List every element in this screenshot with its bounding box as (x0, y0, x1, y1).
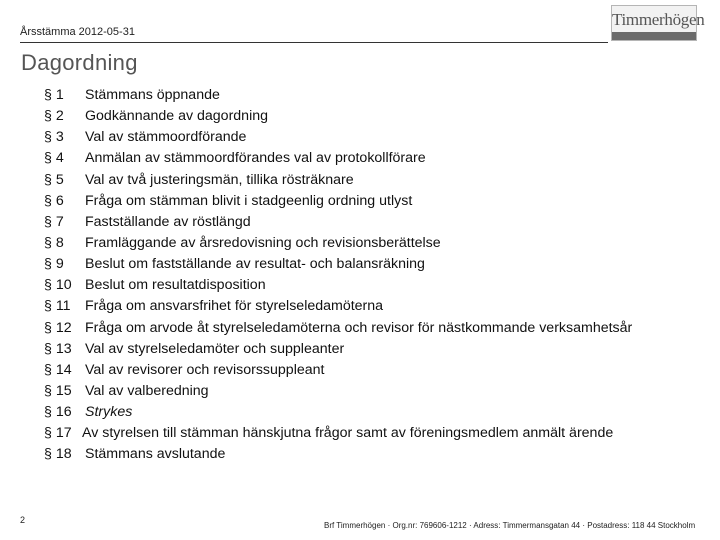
agenda-item (44, 85, 632, 106)
agenda-item-number: § 10 (44, 277, 72, 294)
agenda-item (44, 318, 632, 339)
agenda-item-number: § 15 (44, 382, 72, 399)
timmerhogen-logo (611, 5, 705, 41)
agenda-item (44, 254, 632, 275)
agenda-item-text: Framläggande av årsredovisning och revisionsberättelse (85, 234, 441, 251)
agenda-item-text: Beslut om resultatdisposition (85, 277, 266, 294)
agenda-item-text: Fråga om arvode åt styrelseledamöterna och revisor för nästkommande verksamhetsår (85, 319, 633, 336)
agenda-item-text: Fråga om ansvarsfrihet för styrelseledamöterna (85, 298, 384, 315)
agenda-item-text: Fråga om stämman blivit i stadgeenlig ordning utlyst (85, 192, 413, 209)
agenda-item (44, 191, 632, 212)
agenda-item-text: Val av två justeringsmän, tillika rösträknare (85, 171, 354, 188)
agenda-item-text: Strykes (85, 404, 133, 421)
agenda-item-text: Val av styrelseledamöter och suppleanter (85, 340, 345, 357)
agenda-item-text: Val av stämmoordförande (85, 129, 247, 146)
agenda-item-number: § 3 (44, 129, 64, 146)
agenda-item (44, 127, 632, 148)
agenda-item-text: Stämmans öppnande (85, 87, 220, 103)
page-title: Dagordning (21, 50, 138, 75)
agenda-item-text: Stämmans avslutande (85, 446, 226, 463)
agenda-item (44, 360, 632, 381)
agenda-item (44, 423, 632, 444)
agenda-item (44, 148, 632, 169)
agenda-item-number: § 11 (44, 298, 71, 315)
agenda-item (44, 402, 632, 423)
agenda-item-number: § 14 (44, 361, 72, 378)
agenda-item-text: Anmälan av stämmoordförandes val av protokollförare (85, 150, 426, 167)
agenda-item-number: § 17 (44, 425, 72, 442)
agenda-item (44, 170, 632, 191)
agenda-item (44, 339, 632, 360)
agenda-item (44, 381, 632, 402)
agenda-item (44, 212, 632, 233)
agenda-item (44, 233, 632, 254)
agenda-item-text: Val av valberedning (85, 382, 209, 399)
agenda-item-text: Beslut om fastställande av resultat- och balansräkning (85, 256, 425, 273)
agenda-item-number: § 13 (44, 340, 72, 357)
agenda-item (44, 275, 632, 296)
presentation-date-label: Årsstämma 2012-05-31 (20, 26, 135, 38)
agenda-item-number: § 18 (44, 446, 72, 463)
agenda-item-number: § 4 (44, 150, 64, 167)
agenda-item-text: Godkännande av dagordning (85, 108, 269, 125)
agenda-item-number: § 5 (44, 171, 64, 188)
agenda-item (44, 106, 632, 127)
footer-contact: Brf Timmerhögen · Org.nr: 769606-1212 · Adress: Timmermansgatan 44 · Postadress: 118 44 Stockholm (324, 521, 696, 530)
agenda-item-number: § 1 (44, 87, 64, 103)
header-divider (20, 42, 608, 43)
agenda-item-text: Fastställande av röstlängd (85, 213, 251, 230)
agenda-item-text: Val av revisorer och revisorssuppleant (85, 361, 325, 378)
agenda-item (44, 296, 632, 317)
agenda-item (44, 444, 632, 465)
agenda-item-number: § 8 (44, 234, 64, 251)
agenda-item-number: § 2 (44, 108, 64, 125)
agenda-item-number: § 6 (44, 192, 64, 209)
agenda-item-text: Av styrelsen till stämman hänskjutna frågor samt av föreningsmedlem anmält ärende (82, 425, 614, 442)
agenda-item-number: § 16 (44, 404, 72, 421)
agenda-item-number: § 9 (44, 256, 64, 273)
agenda-list (44, 85, 632, 466)
agenda-item-number: § 12 (44, 319, 72, 336)
page-number: 2 (20, 515, 26, 525)
logo-tagline-bar (612, 32, 696, 40)
agenda-item-number: § 7 (44, 213, 64, 230)
logo-wordmark: Timmerhögen (612, 10, 705, 29)
